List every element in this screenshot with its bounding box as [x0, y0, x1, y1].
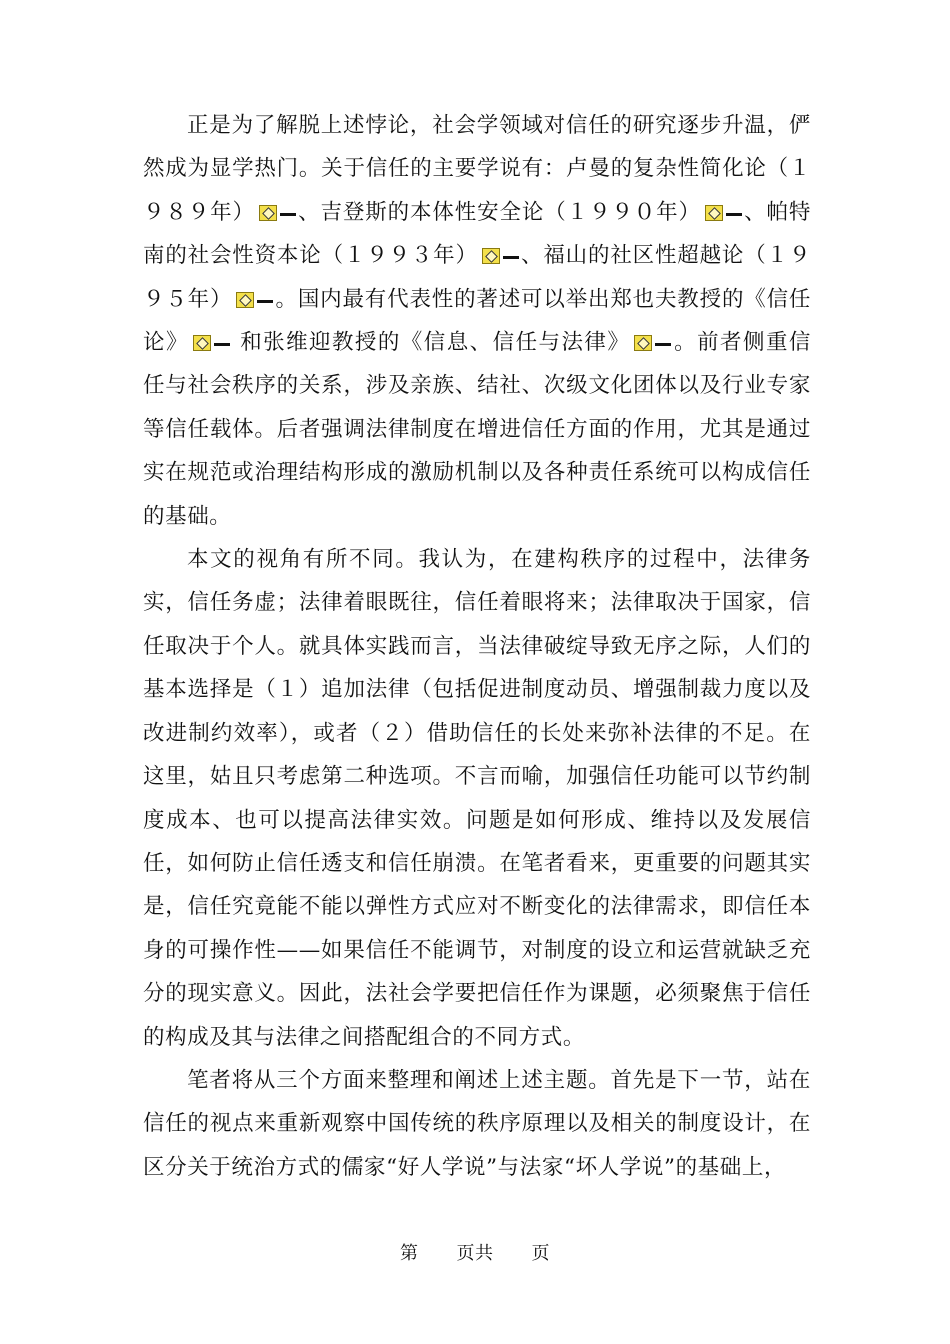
- page-footer: [0, 1239, 950, 1265]
- footnote-dash: [503, 256, 519, 259]
- body-text: [143, 104, 811, 1189]
- paragraph-1-text-2: 、吉登斯的本体性安全论（１９９０年）: [297, 199, 701, 225]
- footer-di: 第: [400, 1243, 419, 1264]
- paragraph-1-text-4: 、福山的社区性超越论（１９９５年）: [143, 243, 811, 312]
- footnote-dash: [655, 343, 671, 346]
- footnote-dash: [257, 300, 273, 303]
- footer-ye-gong: 页共: [456, 1243, 494, 1264]
- paragraph-2: 本文的视角有所不同。我认为，在建构秩序的过程中，法律务实，信任务虚；法律着眼既往，信任着眼将来；法律取决于国家，信任取决于个人。就具体实践而言，当法律破绽导致无序之际，人们的基本选择是（１）追加法律（包括促进制度动员、增强制裁力度以及改进制约效率），或者（２）借助信任的长处来弥补法律的不足。在这里，姑且只考虑第二种选项。不言而喻，加强信任功能可以节约制度成本、也可以提高法律实效。问题是如何形成、维持以及发展信任，如何防止信任透支和信任崩溃。在笔者看来，更重要的问题其实是，信任究竟能不能以弹性方式应对不断变化的法律需求，即信任本身的可操作性——如果信任不能调节，对制度的设立和运营就缺乏充分的现实意义。因此，法社会学要把信任作为课题，必须聚焦于信任的构成及其与法律之间搭配组合的不同方式。: [143, 547, 811, 1050]
- paragraph-1-text-1: 正是为了解脱上述悖论，社会学领域对信任的研究逐步升温，俨然成为显学热门。关于信任的主要学说有：卢曼的复杂性简化论（１９８９年）: [143, 113, 811, 225]
- footnote-link-icon[interactable]: [236, 292, 254, 308]
- paragraph-1-text-6: 和张维迎教授的《信息、信任与法律》: [231, 330, 631, 356]
- paragraph-1: [143, 104, 811, 538]
- footnote-dash: [726, 213, 742, 216]
- paragraph-1-text-5: 。国内最有代表性的著述可以举出郑也夫教授的《信任论》: [143, 286, 812, 356]
- footnote-link-icon[interactable]: [193, 335, 211, 351]
- footnote-link-icon[interactable]: [634, 335, 652, 351]
- footnote-link-icon[interactable]: [482, 248, 500, 264]
- footnote-dash: [280, 213, 296, 216]
- footer-ye: 页: [531, 1243, 550, 1264]
- paragraph-3: 笔者将从三个方面来整理和阐述上述主题。首先是下一节，站在信任的视点来重新观察中国传统的秩序原理以及相关的制度设计，在区分关于统治方式的儒家“好人学说”与法家“坏人学说”的基础上，: [143, 1067, 811, 1180]
- footnote-link-icon[interactable]: [705, 205, 723, 221]
- footnote-link-icon[interactable]: [259, 205, 277, 221]
- footnote-dash: [214, 343, 230, 346]
- paragraph-1-text-3: 、帕特南的社会性资本论（１９９３年）: [143, 199, 811, 269]
- paragraph-1-text-7: 。前者侧重信任与社会秩序的关系，涉及亲族、结社、次级文化团体以及行业专家等信任载体。后者强调法律制度在增进信任方面的作用，尤其是通过实在规范或治理结构形成的激励机制以及各种责任系统可以构成信任的基础。: [143, 330, 812, 529]
